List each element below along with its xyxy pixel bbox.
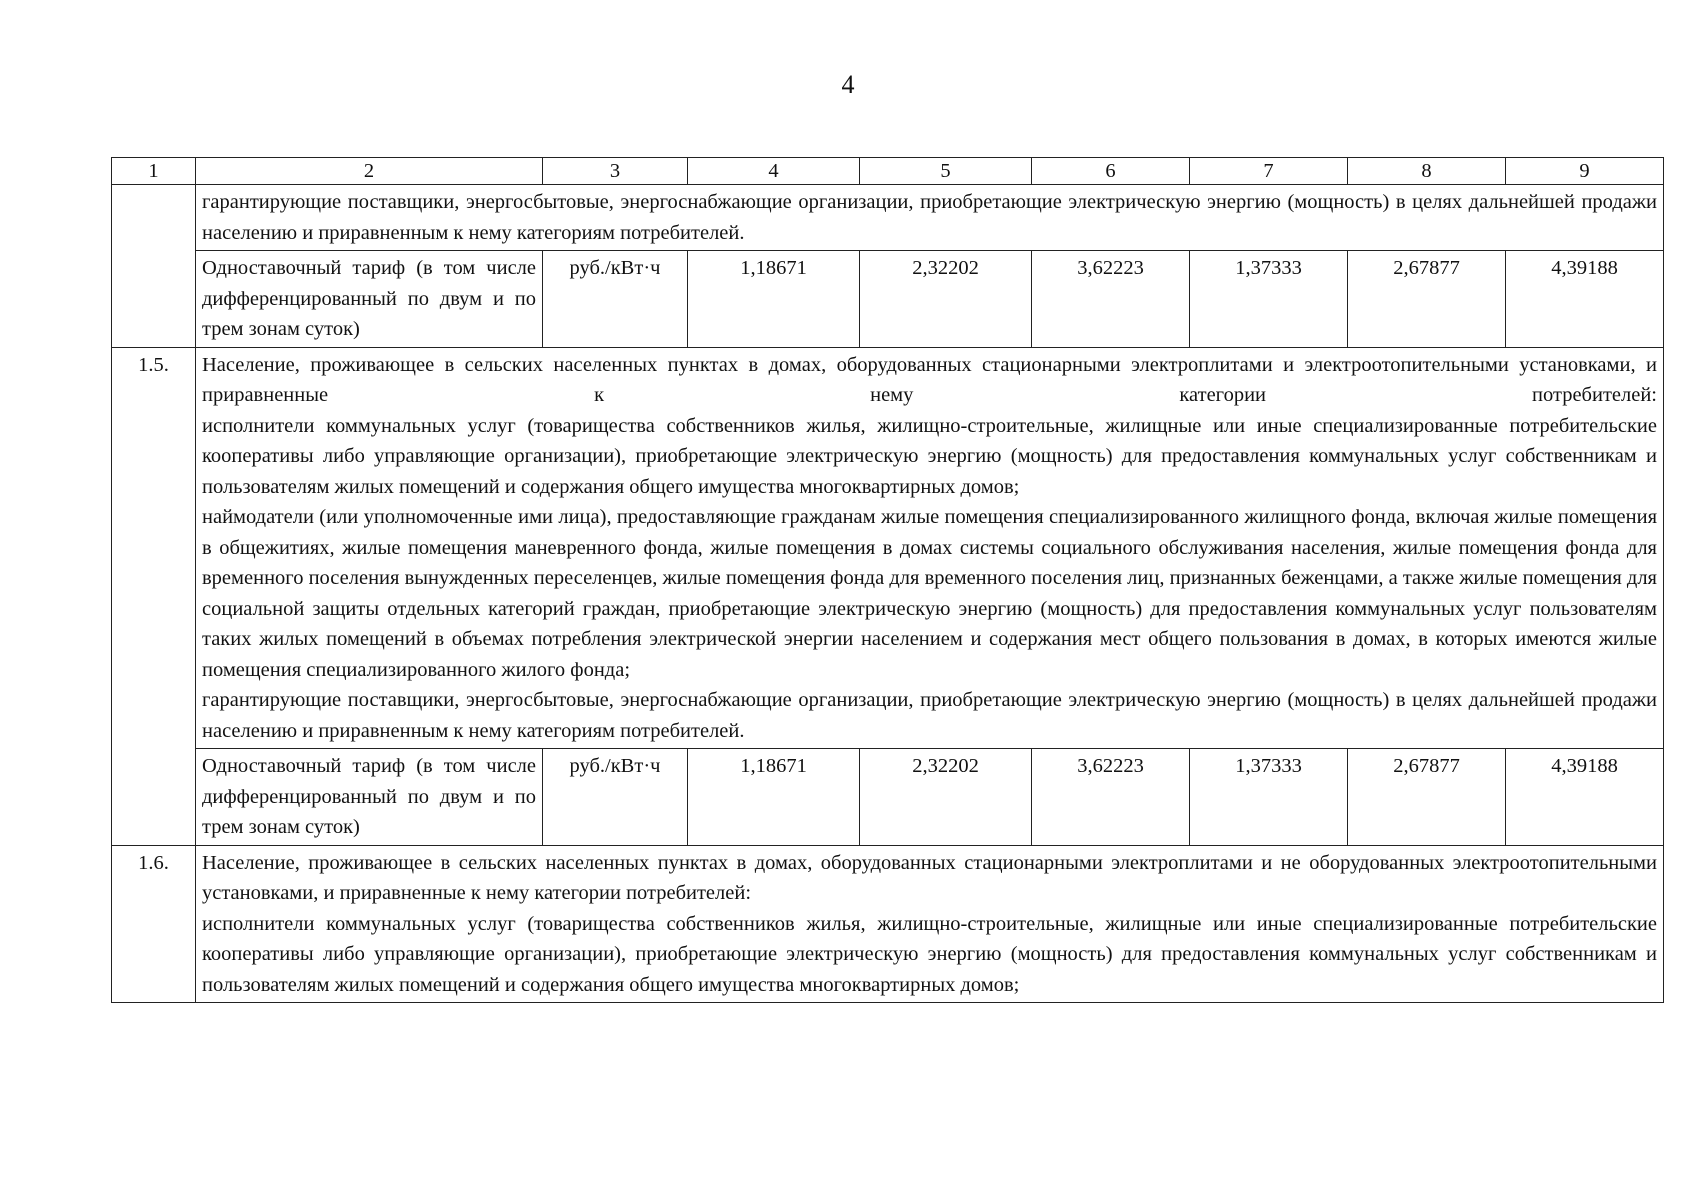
tariff-value: 4,39188	[1506, 251, 1664, 348]
tariff-value: 1,18671	[688, 749, 860, 846]
item-number: 1.6.	[112, 845, 196, 1003]
tariff-unit: руб./кВт·ч	[543, 749, 688, 846]
page-number: 4	[841, 70, 855, 99]
tariff-value: 3,62223	[1032, 749, 1190, 846]
consumer-description	[196, 185, 1664, 251]
column-number: 6	[1032, 158, 1190, 185]
tariff-value: 1,18671	[688, 251, 860, 348]
tariff-value: 1,37333	[1190, 251, 1348, 348]
tariff-name: Одноставочный тариф (в том числе дифференцированный по двум и по трем зонам суток)	[196, 749, 543, 846]
tariff-value: 2,67877	[1348, 251, 1506, 348]
tariff-value: 3,62223	[1032, 251, 1190, 348]
consumer-description-row	[112, 845, 1664, 1003]
description-paragraph: исполнители коммунальных услуг (товарищества собственников жилья, жилищно-строительные, жилищные или иные специализированные потребительские кооперативы либо управляющие организации), приобретающие электрическую энергию (мощность) для предоставления коммунальных услуг собственникам и пользователям жилых помещений и содержания общего имущества многоквартирных домов;	[202, 912, 1657, 996]
column-number: 2	[196, 158, 543, 185]
column-number: 8	[1348, 158, 1506, 185]
column-number: 9	[1506, 158, 1664, 185]
consumer-description-row	[112, 185, 1664, 251]
column-number: 3	[543, 158, 688, 185]
item-number	[112, 185, 196, 348]
tariff-table	[111, 157, 1664, 1003]
tariff-row	[112, 749, 1664, 846]
tariff-value: 2,32202	[860, 251, 1032, 348]
description-paragraph: гарантирующие поставщики, энергосбытовые, энергоснабжающие организации, приобретающие электрическую энергию (мощность) в целях дальнейшей продажи населению и приравненным к нему категориям потребителей.	[202, 689, 1657, 742]
consumer-description	[196, 845, 1664, 1003]
tariff-name: Одноставочный тариф (в том числе дифференцированный по двум и по трем зонам суток)	[196, 251, 543, 348]
column-number: 4	[688, 158, 860, 185]
tariff-value: 1,37333	[1190, 749, 1348, 846]
consumer-description	[196, 347, 1664, 749]
description-paragraph: наймодатели (или уполномоченные ими лица), предоставляющие гражданам жилые помещения специализированного жилищного фонда, включая жилые помещения в общежитиях, жилые помещения маневренного фонда, жилые помещения в домах системы социального обслуживания населения, жилые помещения фонда для временного поселения вынужденных переселенцев, жилые помещения фонда для временного поселения лиц, признанных беженцами, а также жилые помещения для социальной защиты отдельных категорий граждан, приобретающие электрическую энергию (мощность) для предоставления коммунальных услуг пользователям таких жилых помещений в объемах потребления электрической энергии населением и содержания мест общего пользования в домах, в которых имеются жилые помещения специализированного жилого фонда;	[202, 506, 1657, 681]
column-number: 1	[112, 158, 196, 185]
tariff-value: 4,39188	[1506, 749, 1664, 846]
tariff-value: 2,32202	[860, 749, 1032, 846]
column-number-row	[112, 158, 1664, 185]
consumer-description-row	[112, 347, 1664, 749]
tariff-unit: руб./кВт·ч	[543, 251, 688, 348]
item-number: 1.5.	[112, 347, 196, 845]
column-number: 5	[860, 158, 1032, 185]
tariff-row	[112, 251, 1664, 348]
column-number: 7	[1190, 158, 1348, 185]
description-paragraph: Население, проживающее в сельских населенных пунктах в домах, оборудованных стационарными электроплитами и не оборудованных электроотопительными установками, и приравненные к нему категории потребителей:	[202, 851, 1657, 904]
description-paragraph: исполнители коммунальных услуг (товарищества собственников жилья, жилищно-строительные, жилищные или иные специализированные потребительские кооперативы либо управляющие организации), приобретающие электрическую энергию (мощность) для предоставления коммунальных услуг собственникам и пользователям жилых помещений и содержания общего имущества многоквартирных домов;	[202, 414, 1657, 498]
description-paragraph: гарантирующие поставщики, энергосбытовые, энергоснабжающие организации, приобретающие электрическую энергию (мощность) в целях дальнейшей продажи населению и приравненным к нему категориям потребителей.	[202, 191, 1657, 244]
tariff-value: 2,67877	[1348, 749, 1506, 846]
description-paragraph: Население, проживающее в сельских населенных пунктах в домах, оборудованных стационарными электроплитами и электроотопительными установками, и приравненные к нему категории потребителей:	[202, 353, 1657, 406]
